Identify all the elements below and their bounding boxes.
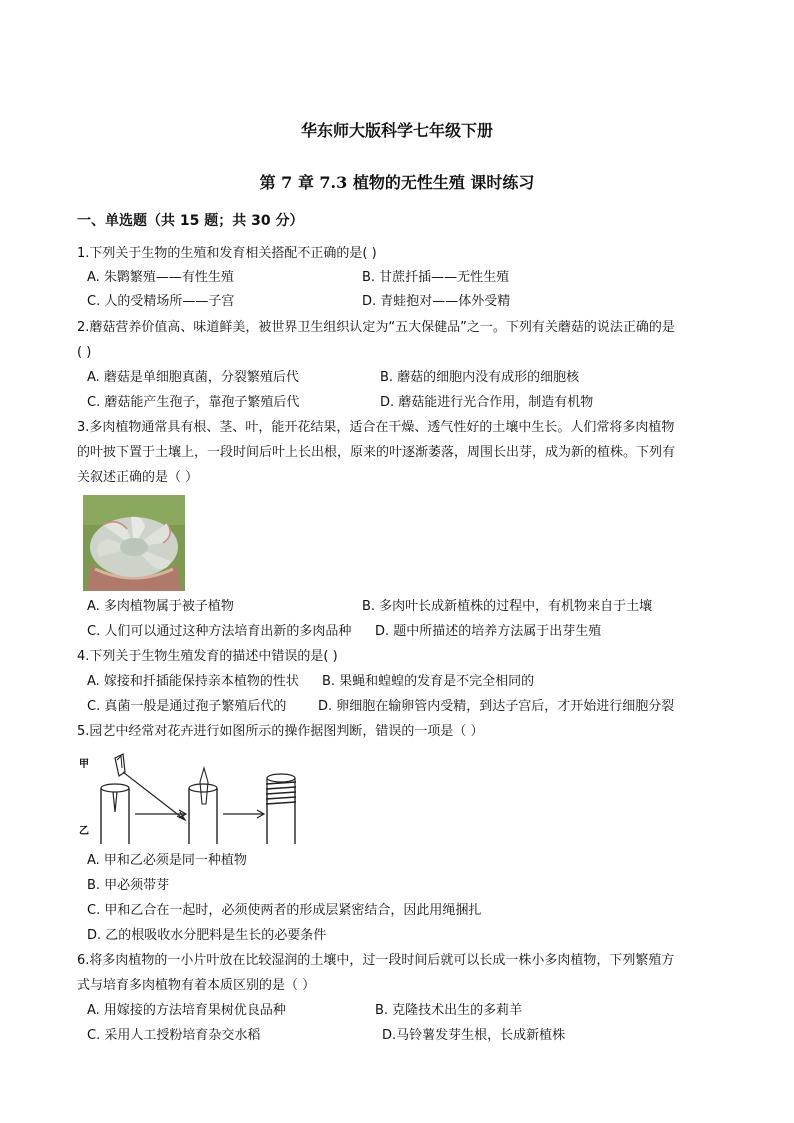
- question-2-option-c: C. 蘑菇能产生孢子，靠孢子繁殖后代: [87, 395, 300, 410]
- question-3-option-c: C. 人们可以通过这种方法培育出新的多肉品种: [87, 624, 352, 639]
- question-2-option-a: A. 蘑菇是单细胞真菌，分裂繁殖后代: [87, 370, 299, 385]
- question-5-option-d: D. 乙的根吸收水分肥料是生长的必要条件: [87, 928, 327, 943]
- document-subtitle: 第 7 章 7.3 植物的无性生殖 课时练习: [259, 173, 535, 192]
- question-1-option-d: D. 青蛙抱对——体外受精: [362, 294, 511, 309]
- question-6-option-a: A. 用嫁接的方法培育果树优良品种: [87, 1003, 286, 1018]
- question-5-stem: 5.园艺中经常对花卉进行如图所示的操作据图判断，错误的一项是（ ）: [77, 724, 484, 739]
- question-1-option-a: A. 朱鹮繁殖——有性生殖: [87, 270, 234, 285]
- diagram-label-jia: 甲: [79, 759, 89, 770]
- question-5-option-c: C. 甲和乙合在一起时，必须使两者的形成层紧密结合，因此用绳捆扎: [87, 903, 482, 918]
- document-title: 华东师大版科学七年级下册: [300, 121, 493, 140]
- succulent-photo: [83, 495, 185, 591]
- question-4-option-b: B. 果蝇和蝗蝗的发育是不完全相同的: [322, 674, 535, 689]
- question-3-option-a: A. 多肉植物属于被子植物: [87, 599, 234, 614]
- question-4-option-d: D. 卵细胞在输卵管内受精，到达子宫后，才开始进行细胞分裂: [318, 699, 675, 714]
- question-5-option-a: A. 甲和乙必须是同一种植物: [87, 853, 247, 868]
- question-6-option-b: B. 克隆技术出生的多莉羊: [375, 1003, 523, 1018]
- question-1-option-c: C. 人的受精场所——子宫: [87, 294, 235, 309]
- question-6-option-d: D.马铃薯发芽生根，长成新植株: [382, 1028, 566, 1043]
- question-6-stem-line-2: 式与培育多肉植物有着本质区别的是（ ）: [77, 978, 316, 993]
- section-title: 一、单选题（共 15 题；共 30 分）: [77, 213, 304, 229]
- question-4-option-a: A. 嫁接和扦插能保持亲本植物的性状: [87, 674, 299, 689]
- question-3-option-b: B. 多肉叶长成新植株的过程中，有机物来自于土壤: [362, 599, 653, 614]
- question-4-option-c: C. 真菌一般是通过孢子繁殖后代的: [87, 699, 287, 714]
- question-4-stem: 4.下列关于生物生殖发育的描述中错误的是( ): [77, 649, 338, 664]
- question-2-stem-line-1: 2.蘑菇营养价值高、味道鲜美，被世界卫生组织认定为“五大保健品”之一。下列有关蘑菇的说法正确的是: [77, 320, 675, 335]
- grafting-diagram: [77, 752, 307, 847]
- question-3-stem-line-3: 关叙述正确的是（ ）: [77, 470, 199, 485]
- question-1-option-b: B. 甘蔗扦插——无性生殖: [362, 270, 510, 285]
- question-6-stem-line-1: 6.将多肉植物的一小片叶放在比较湿润的土壤中，过一段时间后就可以长成一株小多肉植物，下列繁殖方: [77, 953, 675, 968]
- question-6-option-c: C. 采用人工授粉培育杂交水稻: [87, 1028, 261, 1043]
- question-3-stem-line-2: 的叶披下置于土壤上，一段时间后叶上长出根，原来的叶逐渐萎落，周围长出芽，成为新的植株。下列有: [77, 445, 676, 460]
- question-3-option-d: D. 题中所描述的培养方法属于出芽生殖: [375, 624, 602, 639]
- diagram-label-yi: 乙: [79, 826, 89, 837]
- question-2-option-b: B. 蘑菇的细胞内没有成形的细胞核: [380, 370, 580, 385]
- question-3-stem-line-1: 3.多肉植物通常具有根、茎、叶，能开花结果，适合在干燥、透气性好的土壤中生长。人们常将多肉植物: [77, 420, 675, 435]
- question-2-option-d: D. 蘑菇能进行光合作用，制造有机物: [380, 395, 594, 410]
- question-5-option-b: B. 甲必须带芽: [87, 878, 170, 893]
- question-2-stem-line-2: ( ): [77, 345, 92, 360]
- question-1-stem: 1.下列关于生物的生殖和发育相关搭配不正确的是( ): [77, 246, 377, 261]
